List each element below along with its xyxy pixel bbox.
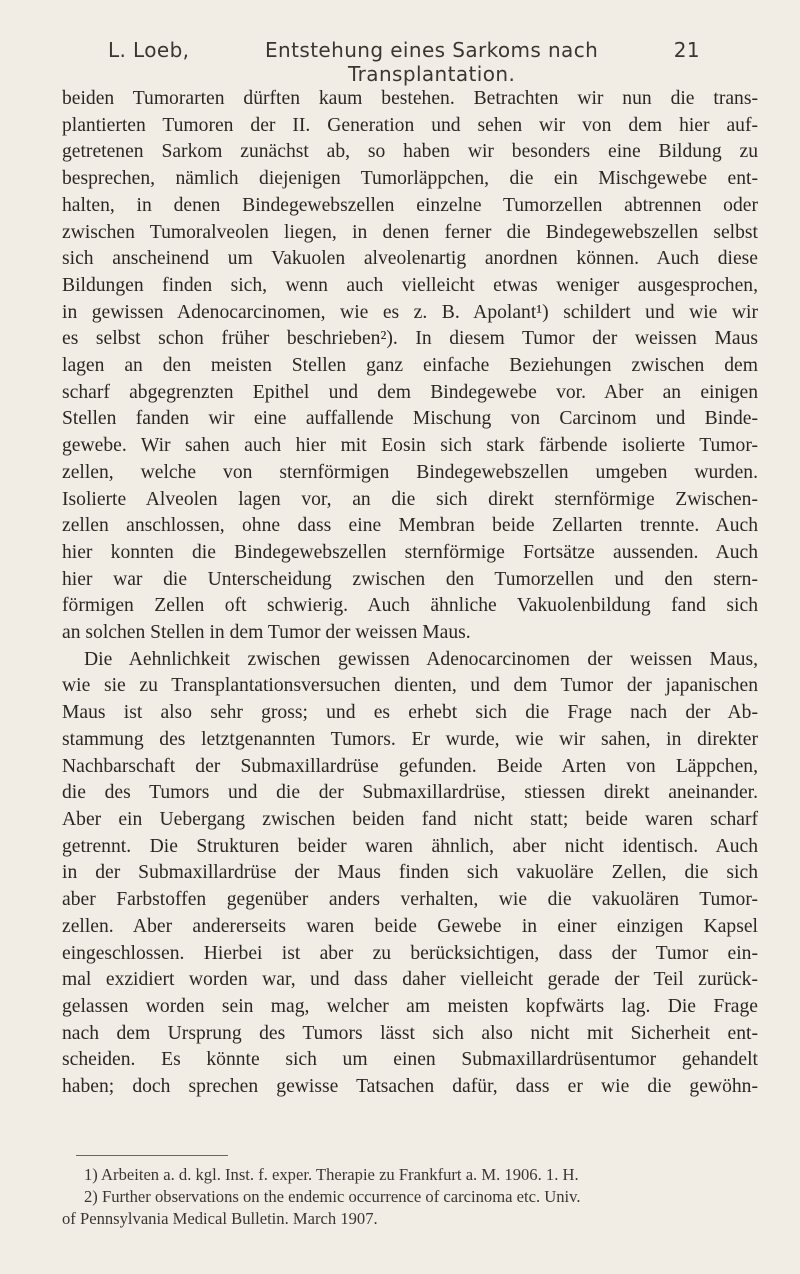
text-line: hier war die Unterscheidung zwischen den Tumorzellen und den stern- [62,568,758,590]
text-line: die des Tumors und die der Submaxillardrüse, stiessen direkt aneinander. [62,782,758,804]
footnote-2-cont: of Pennsylvania Medical Bulletin. March 1907. [62,1209,378,1229]
header-title: Entstehung eines Sarkoms nach Transplantation. [265,38,599,86]
text-line: mal exzidiert worden war, und dass daher vielleicht gerade der Teil zurück- [62,969,758,991]
text-line: nach dem Ursprung des Tumors lässt sich also nicht mit Sicherheit ent- [62,1022,758,1044]
text-line: wie sie zu Transplantationsversuchen dienten, und dem Tumor der japanischen [62,675,758,697]
text-line: zwischen Tumoralveolen liegen, in denen ferner die Bindegewebszellen selbst [62,221,758,243]
text-line: lagen an den meisten Stellen ganz einfache Beziehungen zwischen dem [62,355,758,377]
text-line: es selbst schon früher beschrieben²). In diesem Tumor der weissen Maus [62,328,758,350]
text-line: Nachbarschaft der Submaxillardrüse gefunden. Beide Arten von Läppchen, [62,755,758,777]
text-line: in gewissen Adenocarcinomen, wie es z. B. Apolant¹) schildert und wie wir [62,301,758,323]
text-line: haben; doch sprechen gewisse Tatsachen dafür, dass er wie die gewöhn- [62,1076,758,1098]
text-line: Aber ein Uebergang zwischen beiden fand nicht statt; beide waren scharf [62,808,758,830]
text-line: beiden Tumorarten dürften kaum bestehen. Betrachten wir nun die trans- [62,88,758,109]
text-line: sich anscheinend um Vakuolen alveolenartig anordnen können. Auch diese [62,248,758,270]
footnote-1: 1) Arbeiten a. d. kgl. Inst. f. exper. Therapie zu Frankfurt a. M. 1906. 1. H. [84,1165,579,1184]
text-line: getretenen Sarkom zunächst ab, so haben wir besonders eine Bildung zu [62,141,758,163]
text-line: gewebe. Wir sahen auch hier mit Eosin sich stark färbende isolierte Tumor- [62,435,758,457]
text-line: zellen. Aber andererseits waren beide Gewebe in einer einzigen Kapsel [62,915,758,937]
text-line: hier konnten die Bindegewebszellen sternförmige Fortsätze aussenden. Auch [62,541,758,563]
text-line: gelassen worden sein mag, welcher am meisten kopfwärts lag. Die Frage [62,995,758,1017]
running-header [108,38,700,86]
text-line: scharf abgegrenzten Epithel und dem Bindegewebe vor. Aber an einigen [62,381,758,403]
text-line: halten, in denen Bindegewebszellen einzelne Tumorzellen abtrennen oder [62,194,758,216]
text-line: stammung des letztgenannten Tumors. Er wurde, wie wir sahen, in direkter [62,728,758,750]
text-line: förmigen Zellen oft schwierig. Auch ähnliche Vakuolenbildung fand sich [62,595,758,617]
text-line: Stellen fanden wir eine auffallende Mischung von Carcinom und Binde- [62,408,758,430]
text-line: zellen anschlossen, ohne dass eine Membran beide Zellarten trennte. Auch [62,515,758,537]
footnotes [62,1164,758,1231]
text-line: getrennt. Die Strukturen beider waren ähnlich, aber nicht identisch. Auch [62,835,758,857]
header-author: L. Loeb, [108,38,190,62]
text-line: Maus ist also sehr gross; und es erhebt sich die Frage nach der Ab- [62,702,758,724]
body-text [62,86,758,1101]
text-line: Isolierte Alveolen lagen vor, an die sich direkt sternförmige Zwischen- [62,488,758,510]
text-line: eingeschlossen. Hierbei ist aber zu berücksichtigen, dass der Tumor ein- [62,942,758,964]
text-line: Bildungen finden sich, wenn auch vielleicht etwas weniger ausgesprochen, [62,274,758,296]
page-number: 21 [673,38,700,62]
text-line: besprechen, nämlich diejenigen Tumorläppchen, die ein Mischgewebe ent- [62,168,758,190]
text-line: Die Aehnlichkeit zwischen gewissen Adenocarcinomen der weissen Maus, [84,648,758,670]
text-line: zellen, welche von sternförmigen Bindegewebszellen umgeben wurden. [62,461,758,483]
footnote-2: 2) Further observations on the endemic occurrence of carcinoma etc. Univ. [84,1187,581,1207]
footnote-divider [76,1155,228,1156]
text-line: plantierten Tumoren der II. Generation und sehen wir von dem hier auf- [62,114,758,136]
text-line: in der Submaxillardrüse der Maus finden sich vakuoläre Zellen, die sich [62,862,758,884]
text-line: scheiden. Es könnte sich um einen Submaxillardrüsentumor gehandelt [62,1049,758,1071]
text-line: aber Farbstoffen gegenüber anders verhalten, wie die vakuolären Tumor- [62,889,758,911]
text-line: an solchen Stellen in dem Tumor der weissen Maus. [62,622,471,644]
